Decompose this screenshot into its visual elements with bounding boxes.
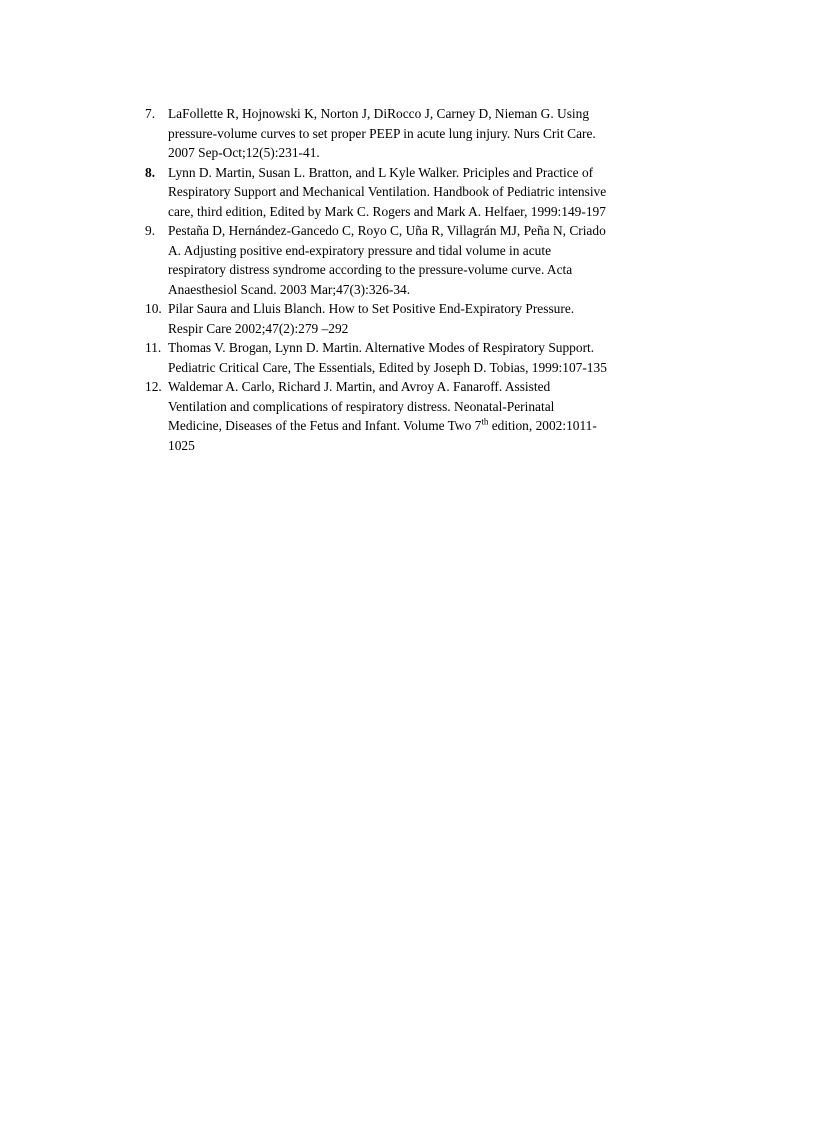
reference-line: LaFollette R, Hojnowski K, Norton J, DiRocco J, Carney D, Nieman G. Using [168, 106, 590, 121]
reference-number: 11. [145, 340, 162, 355]
reference-item [145, 221, 705, 299]
reference-item [145, 338, 705, 377]
reference-line: Pediatric Critical Care, The Essentials, Edited by Joseph D. Tobias, 1999:107-135 [168, 359, 607, 375]
reference-number: 12. [145, 379, 162, 394]
reference-item [145, 299, 705, 338]
reference-number: 9. [145, 223, 156, 238]
reference-line: Ventilation and complications of respiratory distress. Neonatal-Perinatal [168, 398, 555, 414]
reference-text [168, 163, 705, 222]
reference-text [168, 338, 705, 377]
reference-line: Pestaña D, Hernández-Gancedo C, Royo C, Uña R, Villagrán MJ, Peña N, Criado [168, 223, 606, 238]
reference-line-text: edition, 2002:1011- [488, 418, 597, 433]
reference-line: pressure-volume curves to set proper PEEP in acute lung injury. Nurs Crit Care. [168, 125, 596, 141]
reference-text [168, 104, 705, 163]
reference-line: 1025 [168, 437, 195, 453]
reference-number: 10. [145, 301, 162, 316]
reference-text [168, 221, 705, 299]
reference-line [168, 416, 705, 436]
ordinal-superscript: th [481, 416, 489, 427]
reference-line: Respiratory Support and Mechanical Ventilation. Handbook of Pediatric intensive [168, 184, 607, 199]
reference-text [168, 377, 705, 455]
reference-item [145, 104, 705, 163]
reference-line: Lynn D. Martin, Susan L. Bratton, and L Kyle Walker. Priciples and Practice of [168, 164, 594, 180]
reference-line: Pilar Saura and Lluis Blanch. How to Set Positive End-Expiratory Pressure. [168, 301, 575, 316]
reference-line: A. Adjusting positive end-expiratory pressure and tidal volume in acute [168, 242, 552, 258]
reference-line: Waldemar A. Carlo, Richard J. Martin, and Avroy A. Fanaroff. Assisted [168, 379, 551, 394]
reference-line: Respir Care 2002;47(2):279 –292 [168, 320, 349, 336]
reference-item [145, 163, 705, 222]
reference-text [168, 299, 705, 338]
reference-line: respiratory distress syndrome according to the pressure-volume curve. Acta [168, 262, 573, 277]
reference-line: Thomas V. Brogan, Lynn D. Martin. Alternative Modes of Respiratory Support. [168, 340, 595, 355]
reference-number: 7. [145, 106, 156, 121]
reference-list [145, 104, 705, 455]
reference-line: Anaesthesiol Scand. 2003 Mar;47(3):326-34. [168, 281, 411, 297]
reference-line: 2007 Sep-Oct;12(5):231-41. [168, 145, 320, 160]
reference-line-text: Medicine, Diseases of the Fetus and Infant. Volume Two 7 [168, 418, 482, 433]
reference-item [145, 377, 705, 455]
reference-number: 8. [145, 164, 156, 180]
reference-line: care, third edition, Edited by Mark C. Rogers and Mark A. Helfaer, 1999:149-197 [168, 203, 606, 219]
